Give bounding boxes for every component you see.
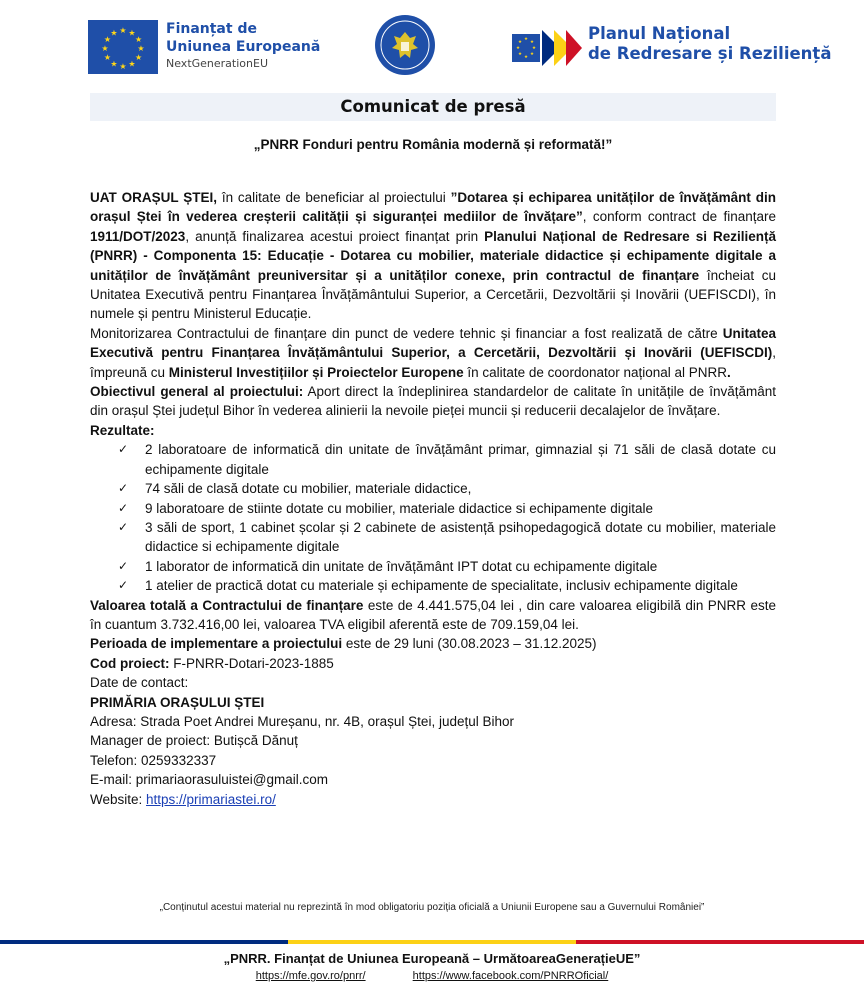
svg-text:★: ★ xyxy=(523,37,529,42)
results-label-text: Rezultate: xyxy=(90,422,155,438)
website-link[interactable]: https://primariastei.ro/ xyxy=(146,791,276,807)
svg-text:★: ★ xyxy=(529,52,535,57)
contact-phone: Telefon: 0259332337 xyxy=(90,752,217,768)
intro-text-2: , conform contract de finanțare xyxy=(582,209,777,225)
eu-logo-line3: NextGenerationEU xyxy=(166,57,268,70)
website-label: Website: xyxy=(90,791,147,807)
result-text: 74 săli de clasă dotate cu mobilier, materiale didactice, xyxy=(145,481,472,497)
svg-text:★: ★ xyxy=(128,59,136,69)
objective-text: Aport direct la îndeplinirea standardelor de calitate în unitățile de învățământ din orașul Ștei județul Bihor în vederea alinierii la nevoile pieței muncii și reducerii decalajelor de învățare. xyxy=(90,384,776,419)
project-name: ”Dotarea și echiparea unităților de învățământ din orașul Ștei în vederea creșterii calității și siguranței mediilor de învățare” xyxy=(90,190,776,225)
list-item xyxy=(118,557,776,576)
list-item xyxy=(118,518,776,557)
footer-link-facebook[interactable]: https://www.facebook.com/PNRROficial/ xyxy=(412,970,609,982)
checkmark-icon: ✓ xyxy=(118,558,129,573)
code-text: F-PNRR-Dotari-2023-1885 xyxy=(169,655,334,671)
value-label: Valoarea totală a Contractului de finanțare xyxy=(90,597,364,613)
pnrr-program: Planului Național de Redresare si Reziliență (PNRR) - Componenta 15: Educație - Dotarea cu mobilier, materiale didactice și echipamente digitale a unităților de învățământ preuniversitar și a unităților conexe, prin contractul de finanțare xyxy=(90,228,776,283)
code-paragraph xyxy=(90,654,776,673)
eu-logo-line2: Uniunea Europeană xyxy=(166,39,321,55)
contact-email: E-mail: primariaorasuluistei@gmail.com xyxy=(90,772,329,788)
svg-text:★: ★ xyxy=(119,62,127,71)
svg-text:★: ★ xyxy=(110,59,118,69)
contact-org-name: PRIMĂRIA ORAȘULUI ȘTEI xyxy=(90,694,265,710)
contact-website xyxy=(90,790,776,809)
value-paragraph xyxy=(90,596,776,635)
pnrr-logo-text xyxy=(588,24,831,64)
intro-text-3: , anunță finalizarea acestui proiect finanțat prin xyxy=(185,228,485,244)
checkmark-icon: ✓ xyxy=(118,578,129,593)
pnrr-logo-line1: Planul Național xyxy=(588,24,731,43)
results-list xyxy=(90,440,776,595)
result-text: 9 laboratoare de stiinte dotate cu mobilier, materiale didactice si echipamente digitale xyxy=(145,500,654,516)
list-item xyxy=(118,576,776,595)
contact-manager: Manager de proiect: Butișcă Dănuț xyxy=(90,733,298,749)
code-label: Cod proiect: xyxy=(90,655,170,671)
monitoring-paragraph xyxy=(90,324,776,382)
intro-text-4: încheiat cu Unitatea Executivă pentru Finanțarea Învățământului Superior, a Cercetării, Dezvoltării și Inovării (UEFISCDI), în numele și pentru Ministerul Educație. xyxy=(90,267,776,322)
romanian-government-seal-icon xyxy=(374,14,436,76)
svg-text:★: ★ xyxy=(128,28,136,38)
eu-funding-logo xyxy=(88,20,338,74)
pnrr-logo xyxy=(512,24,832,72)
svg-text:★: ★ xyxy=(135,35,143,44)
monitoring-text-3: în calitate de coordonator național al PNRR xyxy=(463,364,728,380)
checkmark-icon: ✓ xyxy=(118,481,129,496)
svg-text:★: ★ xyxy=(517,40,523,45)
result-text: 2 laboratoare de informatică din unitate de învățământ primar, gimnazial și 71 săli de clasă dotate cu echipamente digitale xyxy=(145,442,776,477)
svg-text:★: ★ xyxy=(101,44,109,53)
objective-paragraph xyxy=(90,382,776,421)
value-text: este de 4.441.575,04 lei , din care valoarea eligibilă din PNRR este în cuantum 3.732.416,00 lei, valoarea TVA eligibil aferentă este de 709.159,04 lei. xyxy=(90,597,776,632)
header-logos xyxy=(0,12,864,82)
svg-text:★: ★ xyxy=(103,53,111,62)
monitoring-text-1: Monitorizarea Contractului de finanțare din punct de vedere tehnic și financiar a fost realizată de către xyxy=(90,325,723,341)
period-text: este de 29 luni (30.08.2023 – 31.12.2025) xyxy=(342,636,597,652)
pnrr-logo-line2: de Redresare și Reziliență xyxy=(588,44,832,63)
page-title: Comunicat de presă xyxy=(340,97,526,116)
objective-label: Obiectivul general al proiectului: xyxy=(90,384,304,400)
svg-text:★: ★ xyxy=(135,53,143,62)
contact-org xyxy=(90,693,776,712)
eu-logo-text xyxy=(166,20,346,72)
result-text: 1 atelier de practică dotat cu materiale și echipamente de specialitate, inclusiv echipamente digitale xyxy=(145,578,738,594)
intro-text-1: în calitate de beneficiar al proiectului xyxy=(216,190,451,205)
monitoring-dot: . xyxy=(727,364,731,380)
monitoring-text-2: , împreună cu xyxy=(90,345,776,380)
stripe-blue xyxy=(0,940,288,944)
svg-text:★: ★ xyxy=(110,28,118,38)
checkmark-icon: ✓ xyxy=(118,519,129,534)
footer xyxy=(0,951,864,982)
eu-flag-icon xyxy=(88,20,158,74)
ministry-name: Ministerul Investițiilor și Proiectelor Europene xyxy=(168,364,464,380)
beneficiary-name: UAT ORAȘUL ȘTEI, xyxy=(90,190,217,205)
contact-heading: Date de contact: xyxy=(90,675,189,691)
contract-number: 1911/DOT/2023 xyxy=(90,228,186,244)
contact-address: Adresa: Strada Poet Andrei Mureșanu, nr. 4B, orașul Ștei, județul Bihor xyxy=(90,713,514,729)
svg-text:★: ★ xyxy=(529,40,535,45)
svg-text:★: ★ xyxy=(103,35,111,44)
list-item xyxy=(118,479,776,498)
result-text: 1 laborator de informatică din unitate de învățământ IPT dotat cu echipamente digitale xyxy=(145,558,658,574)
list-item xyxy=(118,499,776,518)
checkmark-icon: ✓ xyxy=(118,442,129,457)
stripe-red xyxy=(576,940,864,944)
svg-text:★: ★ xyxy=(523,55,529,60)
pnrr-mark-icon xyxy=(512,28,582,68)
period-paragraph xyxy=(90,634,776,653)
press-release-body xyxy=(90,188,776,809)
uefiscdi-name: Unitatea Executivă pentru Finanțarea Învățământului Superior, a Cercetării, Dezvoltării și Inovării (UEFISCDI) xyxy=(90,325,776,361)
disclaimer: „Conținutul acestui material nu reprezintă în mod obligatoriu poziția oficială a Uniunii Europene sau a Guvernului României” xyxy=(159,902,705,913)
svg-text:★: ★ xyxy=(531,46,537,51)
period-label: Perioada de implementare a proiectului xyxy=(90,636,343,652)
tricolor-stripe xyxy=(0,940,864,944)
page-subtitle: „PNRR Fonduri pentru România modernă și reformată!” xyxy=(253,137,613,152)
result-text: 3 săli de sport, 1 cabinet școlar și 2 cabinete de asistență psihopedagogică dotate cu mobilier, materiale didactice si echipamente digitale xyxy=(145,519,776,555)
list-item xyxy=(118,440,776,479)
svg-text:★: ★ xyxy=(515,46,521,51)
stripe-yellow xyxy=(288,940,576,944)
intro-paragraph xyxy=(90,188,776,324)
checkmark-icon: ✓ xyxy=(118,500,129,515)
footer-link-mfe[interactable]: https://mfe.gov.ro/pnrr/ xyxy=(255,970,366,982)
svg-text:★: ★ xyxy=(517,52,523,57)
footer-title: „PNRR. Finanțat de Uniunea Europeană – UrmătoareaGenerațieUE” xyxy=(223,951,641,966)
eu-logo-line1: Finanțat de xyxy=(166,21,257,37)
footer-links xyxy=(0,970,864,982)
svg-text:★: ★ xyxy=(119,26,127,35)
svg-text:★: ★ xyxy=(137,44,145,53)
results-label xyxy=(90,421,776,440)
title-bar xyxy=(90,93,776,121)
